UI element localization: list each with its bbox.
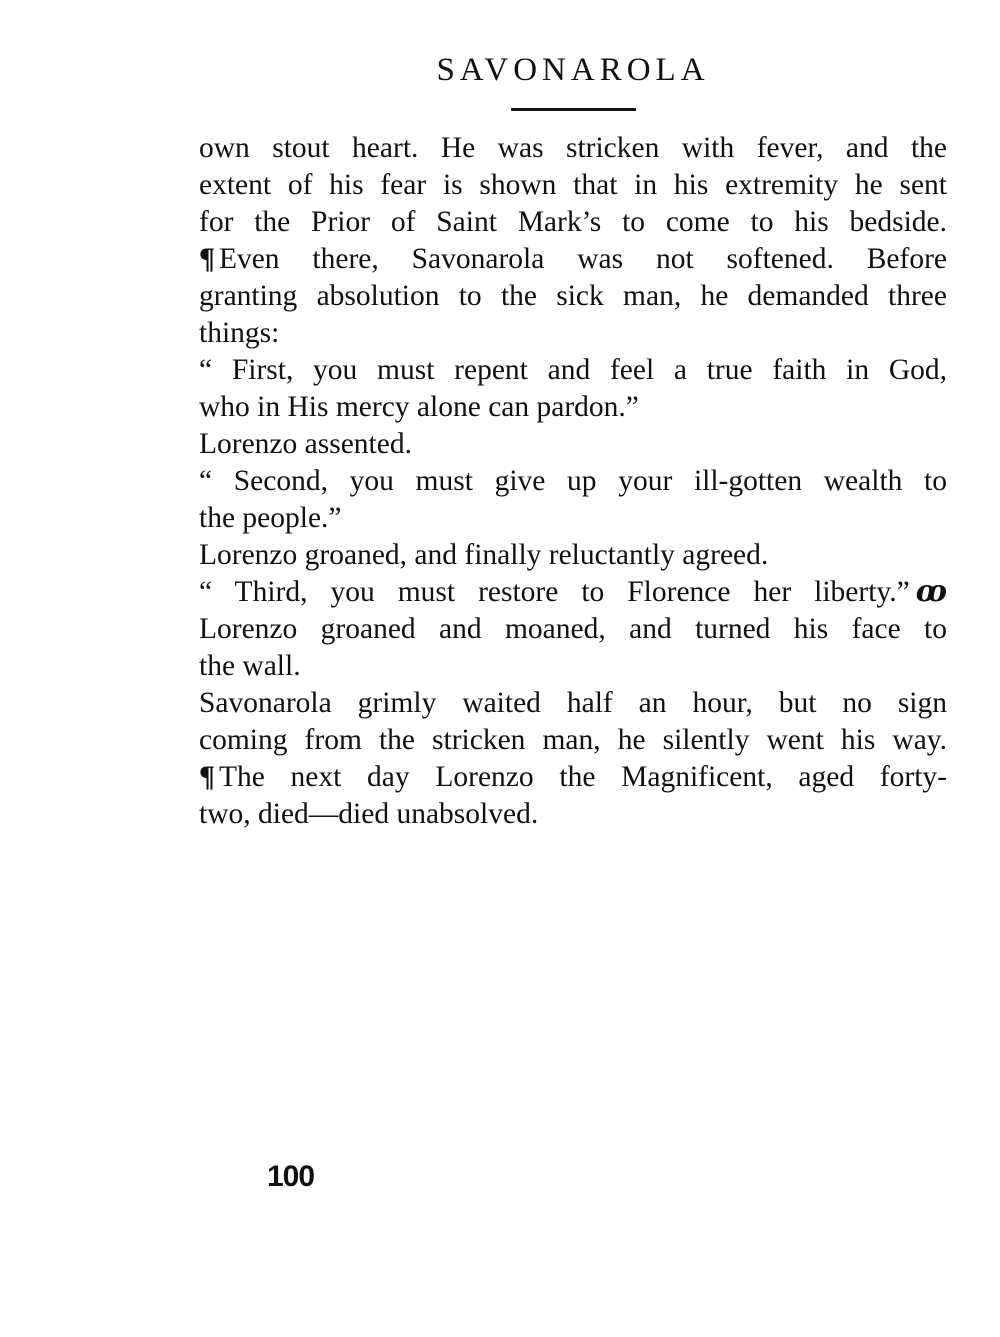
head-rule (511, 108, 636, 111)
text-line: extent of his fear is shown that in his extremity he sent (199, 169, 947, 201)
pilcrow-icon: ¶ (199, 761, 215, 793)
text-line (199, 241, 947, 278)
body-text (199, 130, 947, 833)
text-line: Lorenzo groaned, and finally reluctantly agreed. (199, 539, 769, 571)
text-line-content: Even there, Savonarola was not softened. Before (218, 243, 947, 275)
text-line: own stout heart. He was stricken with fever, and the (199, 132, 947, 164)
text-line: Savonarola grimly waited half an hour, but no sign (199, 687, 947, 719)
text-line: “ Second, you must give up your ill-gotten wealth to (199, 465, 947, 497)
pilcrow-icon: ¶ (199, 243, 215, 275)
text-line: things: (199, 317, 280, 349)
text-line: the people.” (199, 502, 342, 534)
text-line: coming from the stricken man, he silently went his way. (199, 724, 947, 756)
text-line: granting absolution to the sick man, he demanded three (199, 280, 947, 312)
text-line-content: “ Third, you must restore to Florence her liberty.” (199, 576, 910, 608)
page-number: 100 (267, 1160, 315, 1193)
text-line: “ First, you must repent and feel a true faith in God, (199, 354, 947, 386)
running-head: SAVONAROLA (436, 52, 710, 88)
text-line (199, 759, 947, 796)
text-line: for the Prior of Saint Mark’s to come to his bedside. (199, 206, 947, 238)
text-line: the wall. (199, 650, 301, 682)
text-line-content: The next day Lorenzo the Magnificent, aged forty- (218, 761, 947, 793)
ornament-icon: ꝏ (915, 576, 947, 608)
text-line: Lorenzo groaned and moaned, and turned his face to (199, 613, 947, 645)
text-line (199, 574, 947, 611)
text-line: Lorenzo assented. (199, 428, 412, 460)
text-line: who in His mercy alone can pardon.” (199, 391, 639, 423)
text-line: two, died—died unabsolved. (199, 798, 539, 830)
